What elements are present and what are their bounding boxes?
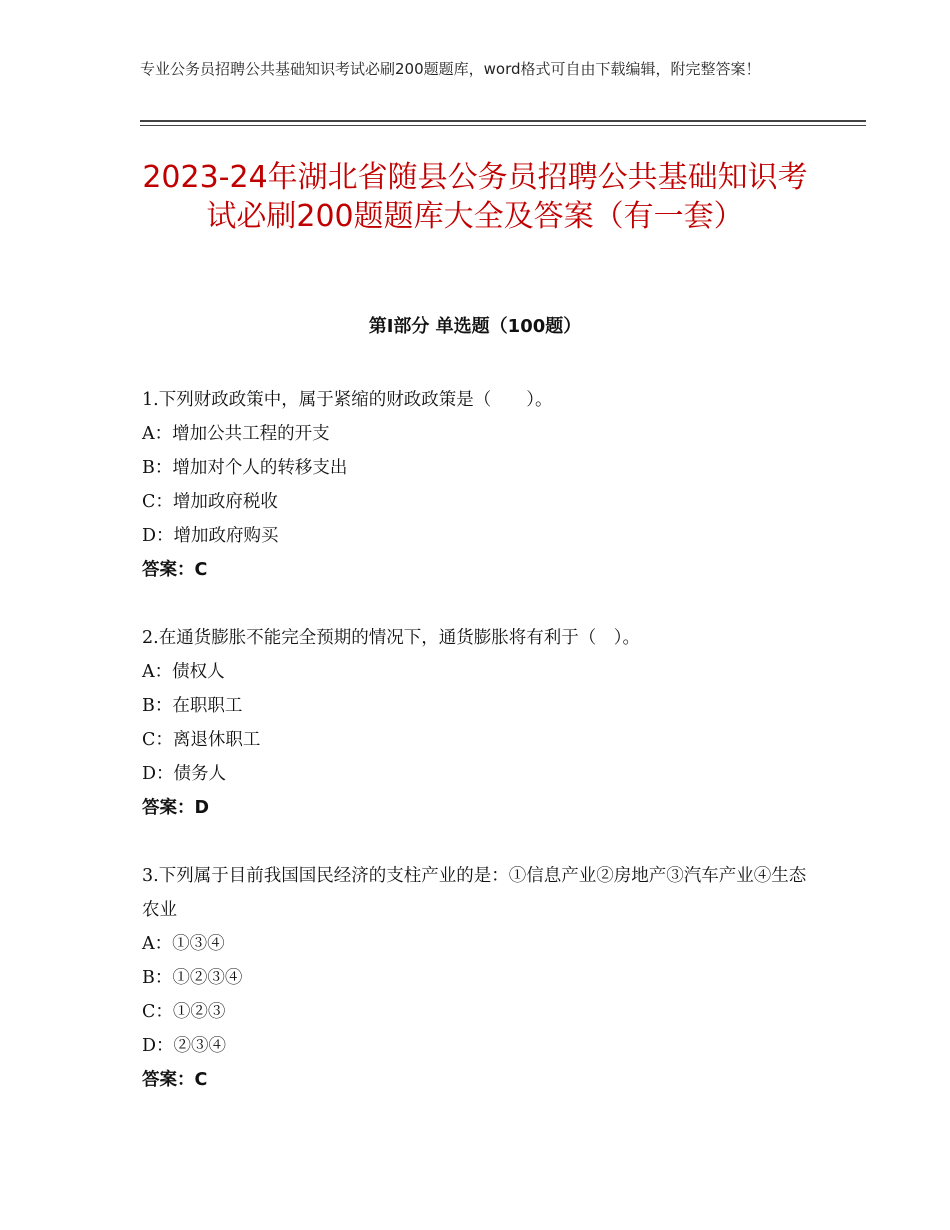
option-b: B：在职职工 [142,696,243,716]
option-b: B：增加对个人的转移支出 [142,458,348,478]
question-stem: 3.下列属于目前我国国民经济的支柱产业的是：①信息产业②房地产③汽车产业④生态农业 [142,866,807,920]
option-d: D：债务人 [142,764,227,784]
header-note: 专业公务员招聘公共基础知识考试必刷200题题库，word格式可自由下载编辑，附完整答案！ [140,60,761,78]
option-b: B：①②③④ [142,968,243,988]
answer: 答案：C [142,560,208,580]
header-divider-thick [140,120,866,122]
question-2 [142,621,812,825]
document-title: 2023-24年湖北省随县公务员招聘公共基础知识考试必刷200题题库大全及答案（有一套） [142,160,808,234]
option-a: A：债权人 [142,662,225,682]
option-d: D：②③④ [142,1036,227,1056]
option-c: C：①②③ [142,1002,226,1022]
question-stem: 2.在通货膨胀不能完全预期的情况下，通货膨胀将有利于（ ）。 [142,628,640,648]
option-d: D：增加政府购买 [142,526,279,546]
question-list [142,383,812,1131]
answer: 答案：C [142,1070,208,1090]
question-stem: 1.下列财政政策中，属于紧缩的财政政策是（ ）。 [142,390,553,410]
option-c: C：离退休职工 [142,730,261,750]
section-heading: 第Ⅰ部分 单选题（100题） [368,316,582,337]
option-a: A：增加公共工程的开支 [142,424,330,444]
option-a: A：①③④ [142,934,225,954]
header-divider-thin [140,125,866,126]
question-3 [142,859,812,1097]
answer: 答案：D [142,798,210,818]
option-c: C：增加政府税收 [142,492,278,512]
question-1 [142,383,812,587]
